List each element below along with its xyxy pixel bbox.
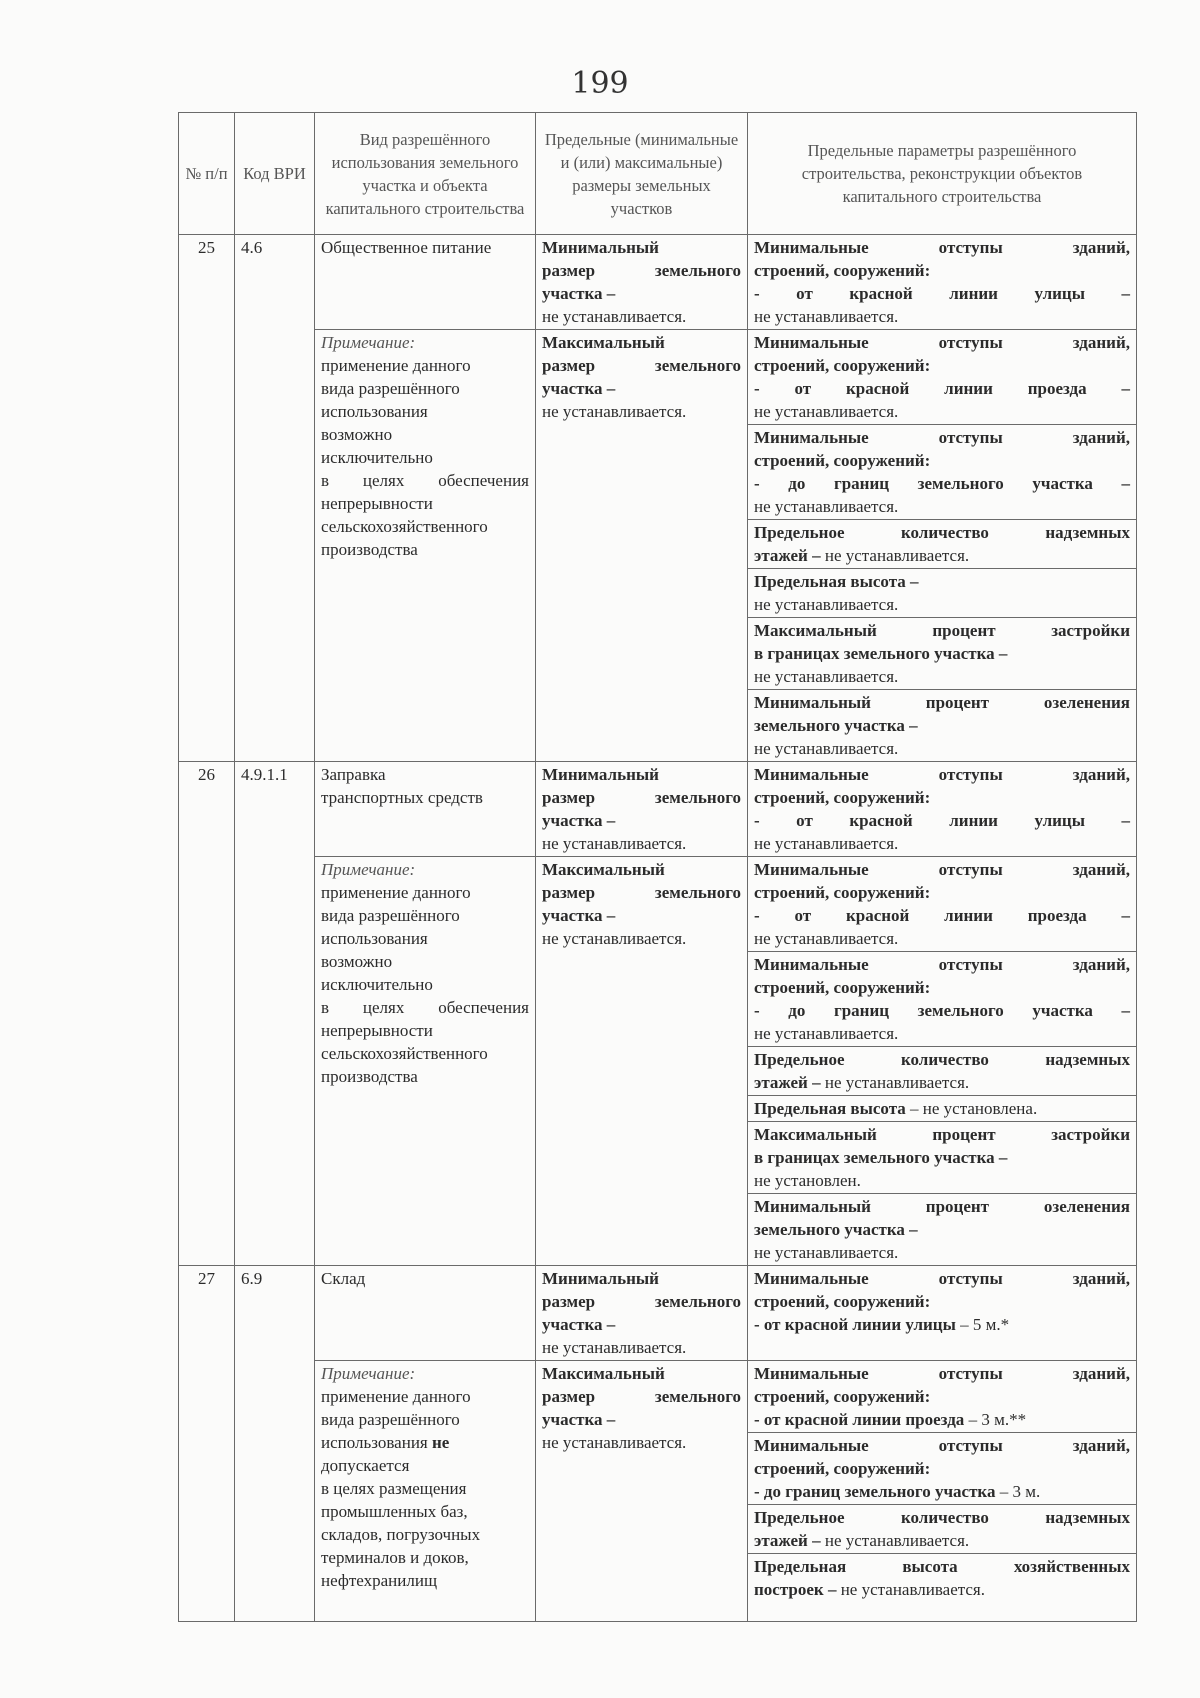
max-size-cell: Максимальный размер земельного участка – не устанавливается. [536, 330, 748, 762]
param-min-greenery: Минимальный процент озеленения земельного участка – не устанавливается. [748, 1194, 1137, 1266]
min-size-cell: Минимальный размер земельного участка – не устанавливается. [536, 1266, 748, 1361]
row-number: 27 [179, 1266, 235, 1622]
param-setback-boundary: Минимальные отступы зданий, строений, сооружений: - до границ земельного участка – не устанавливается. [748, 952, 1137, 1047]
param-setback-boundary: Минимальные отступы зданий, строений, сооружений: - до границ земельного участка – не устанавливается. [748, 425, 1137, 520]
use-note-cell: Примечание: применение данного вида разрешённого использования не допускается в целях размещения промышленных баз, складов, погрузочных терминалов и доков, нефтехранилищ [315, 1361, 536, 1622]
row-code: 4.9.1.1 [235, 762, 315, 1266]
param-height: Предельная высота – не установлена. [748, 1096, 1137, 1122]
regulations-table [178, 112, 1137, 1622]
param-max-coverage: Максимальный процент застройки в границах земельного участка – не установлен. [748, 1122, 1137, 1194]
min-size-cell: Минимальный размер земельного участка – не устанавливается. [536, 235, 748, 330]
table-row [179, 1266, 1137, 1361]
param-setback-driveway: Минимальные отступы зданий, строений, сооружений: - от красной линии проезда – не устанавливается. [748, 857, 1137, 952]
row-code: 4.6 [235, 235, 315, 762]
max-size-cell: Максимальный размер земельного участка – не устанавливается. [536, 1361, 748, 1622]
use-note-cell: Примечание: применение данного вида разрешённого использования возможно исключительно в целях обеспечения непрерывности сельскохозяйственного производства [315, 857, 536, 1266]
use-name: Заправка транспортных средств [315, 762, 536, 857]
header-num: № п/п [179, 113, 235, 235]
header-use: Вид разрешённого использования земельного участка и объекта капитального строительства [315, 113, 536, 235]
param-floors: Предельное количество надземных этажей – не устанавливается. [748, 520, 1137, 569]
param-max-coverage: Максимальный процент застройки в границах земельного участка – не устанавливается. [748, 618, 1137, 690]
param-setback-driveway: Минимальные отступы зданий, строений, сооружений: - от красной линии проезда – не устанавливается. [748, 330, 1137, 425]
header-code: Код ВРИ [235, 113, 315, 235]
param-height: Предельная высота – не устанавливается. [748, 569, 1137, 618]
param-setback-street: Минимальные отступы зданий, строений, сооружений: - от красной линии улицы – 5 м.* [748, 1266, 1137, 1361]
param-setback-boundary: Минимальные отступы зданий, строений, сооружений: - до границ земельного участка – 3 м. [748, 1433, 1137, 1505]
min-size-cell: Минимальный размер земельного участка – не устанавливается. [536, 762, 748, 857]
table-row [179, 857, 1137, 952]
table-row [179, 1361, 1137, 1433]
table-row [179, 330, 1137, 425]
row-number: 25 [179, 235, 235, 762]
param-floors: Предельное количество надземных этажей – не устанавливается. [748, 1505, 1137, 1554]
param-setback-street: Минимальные отступы зданий, строений, сооружений: - от красной линии улицы – не устанавливается. [748, 235, 1137, 330]
table-row [179, 235, 1137, 330]
param-setback-street: Минимальные отступы зданий, строений, сооружений: - от красной линии улицы – не устанавливается. [748, 762, 1137, 857]
use-name: Склад [315, 1266, 536, 1361]
max-size-cell: Максимальный размер земельного участка – не устанавливается. [536, 857, 748, 1266]
param-floors: Предельное количество надземных этажей – не устанавливается. [748, 1047, 1137, 1096]
param-outbuilding-height: Предельная высота хозяйственных построек – не устанавливается. [748, 1554, 1137, 1622]
param-min-greenery: Минимальный процент озеленения земельного участка – не устанавливается. [748, 690, 1137, 762]
page-number: 199 [571, 66, 629, 101]
use-name: Общественное питание [315, 235, 536, 330]
table-header-row [179, 113, 1137, 235]
use-note-cell: Примечание: применение данного вида разрешённого использования возможно исключительно в целях обеспечения непрерывности сельскохозяйственного производства [315, 330, 536, 762]
header-sizes: Предельные (минимальные и (или) максимальные) размеры земельных участков [536, 113, 748, 235]
header-params: Предельные параметры разрешённого строительства, реконструкции объектов капитального строительства [748, 113, 1137, 235]
row-code: 6.9 [235, 1266, 315, 1622]
row-number: 26 [179, 762, 235, 1266]
table-row [179, 762, 1137, 857]
param-setback-driveway: Минимальные отступы зданий, строений, сооружений: - от красной линии проезда – 3 м.** [748, 1361, 1137, 1433]
